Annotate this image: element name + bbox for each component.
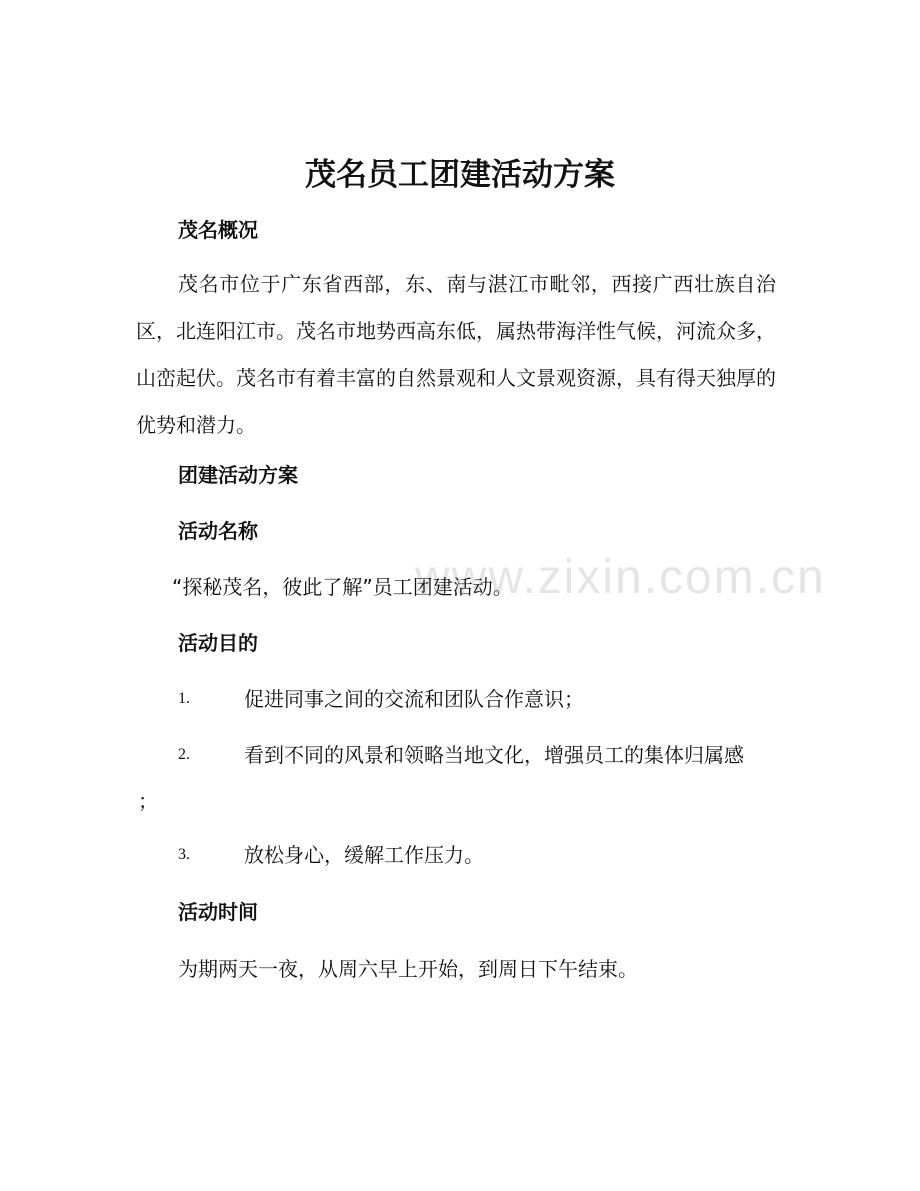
watermark: www.zixin.com.cn [415,551,826,604]
section-heading-activity-name: 活动名称 [178,519,258,543]
list-number: 3. [178,846,190,863]
list-item [0,740,920,770]
document-title: 茂名员工团建活动方案 [305,157,615,193]
list-text-wrap: ； [138,789,158,813]
section-heading-goals: 活动目的 [178,631,258,655]
section-heading-plan: 团建活动方案 [178,463,298,487]
activity-time-text: 为期两天一夜，从周六早上开始，到周日下午结束。 [178,957,638,981]
list-text: 放松身心，缓解工作压力。 [244,843,484,867]
list-number: 1. [178,690,190,707]
section-heading-time: 活动时间 [178,900,258,924]
overview-paragraph: 茂名市位于广东省西部，东、南与湛江市毗邻，西接广西壮族自治区，北连阳江市。茂名市地势西高东低，属热带海洋性气候，河流众多，山峦起伏。茂名市有着丰富的自然景观和人文景观资源，具有得天独厚的优势和潜力。 [136,272,776,437]
list-item [0,684,920,714]
list-number: 2. [178,746,190,763]
list-item [0,840,920,870]
list-text: 促进同事之间的交流和团队合作意识； [244,687,584,711]
section-heading-overview: 茂名概况 [178,218,258,242]
activity-name-text: “探秘茂名，彼此了解”员工团建活动。 [172,575,513,599]
list-text: 看到不同的风景和领略当地文化，增强员工的集体归属感 [244,743,744,767]
